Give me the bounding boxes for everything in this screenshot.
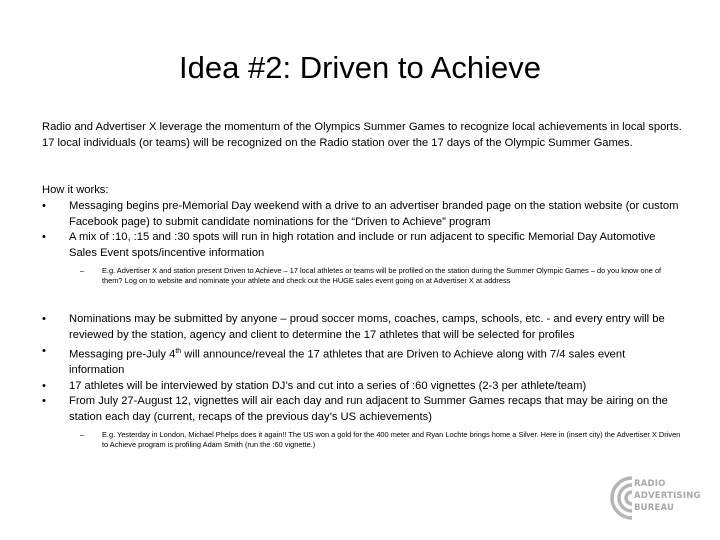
bullet-text: Nominations may be submitted by anyone – proud soccer moms, coaches, camps, schools, etc. - and every entry will be reviewed by the station, agency and client to determine the 17 athletes that will be selected for profiles (69, 313, 665, 341)
slide-title: Idea #2: Driven to Achieve (179, 50, 541, 85)
bullet-marker: • (42, 231, 46, 244)
logo-line: ADVERTISING (634, 491, 701, 501)
bullet-item (42, 199, 682, 230)
bullet-item (42, 230, 682, 261)
sub-bullet-marker: – (80, 429, 85, 439)
bullet-list (42, 199, 682, 450)
bullet-text: A mix of :10, :15 and :30 spots will run in high rotation and include or run adjacent to specific Memorial Day Automotive Sales Event spots/incentive information (69, 231, 656, 260)
bullet-text-before: Messaging pre-July 4 (69, 348, 176, 361)
bullet-marker: • (42, 379, 46, 392)
how-it-works-heading: How it works: (42, 184, 109, 196)
rab-logo (610, 472, 701, 524)
bullet-text: From July 27-August 12, vignettes will air each day and run adjacent to Summer Games recaps that may be airing on the station each day (current, recaps of the previous day’s US achievements) (69, 395, 668, 424)
bullet-marker: • (42, 200, 46, 212)
sub-bullet-item (42, 266, 682, 286)
bullet-text: Messaging begins pre-Memorial Day weekend with a drive to an advertiser branded page on the station website (or custom Facebook page) to submit candidate nominations for the “Driven to Achieve” program (69, 200, 679, 228)
bullet-text: 17 athletes will be interviewed by station DJ’s and cut into a series of :60 vignettes (2-3 per athlete/team) (69, 379, 587, 392)
bullet-item (42, 394, 682, 425)
bullet-marker: • (42, 395, 46, 408)
rab-wordmark (634, 478, 701, 514)
radio-waves-icon (610, 476, 634, 520)
logo-line: RADIO (634, 479, 666, 489)
bullet-text-after: will announce/reveal the 17 athletes that are Driven to Achieve along with 7/4 sales event information (69, 348, 626, 377)
sub-bullet-item (42, 430, 682, 450)
logo-line: BUREAU (634, 503, 675, 513)
intro-paragraph: Radio and Advertiser X leverage the momentum of the Olympics Summer Games to recognize local achievements in local sports. 17 local individuals (or teams) will be recognized on the Radio station over the 17 days of the Olympic Summer Games. (42, 121, 682, 149)
ordinal-suffix: th (175, 347, 182, 355)
sub-bullet-marker: – (80, 265, 85, 275)
bullet-marker: • (42, 313, 46, 326)
bullet-item (42, 379, 682, 395)
bullet-item (42, 312, 682, 343)
spacer (42, 286, 682, 312)
bullet-marker: • (42, 344, 46, 357)
bullet-item (42, 344, 682, 379)
sub-bullet-text: E.g. Yesterday in London, Michael Phelps does it again!! The US won a gold for the 400 meter and Ryan Lochte brings home a Silver. Here in (insert city) the Advertiser X Driven to Achieve program is profiling Adam Smith (run the :60 vignette.) (102, 429, 681, 450)
sub-bullet-text: E.g. Advertiser X and station present Driven to Achieve – 17 local athletes or teams will be profiled on the station during the Summer Olympic Games – do you know one of them? Log on to website and nominate your athlete and check out the HUGE sales event going on at Advertiser X at address (102, 265, 662, 286)
